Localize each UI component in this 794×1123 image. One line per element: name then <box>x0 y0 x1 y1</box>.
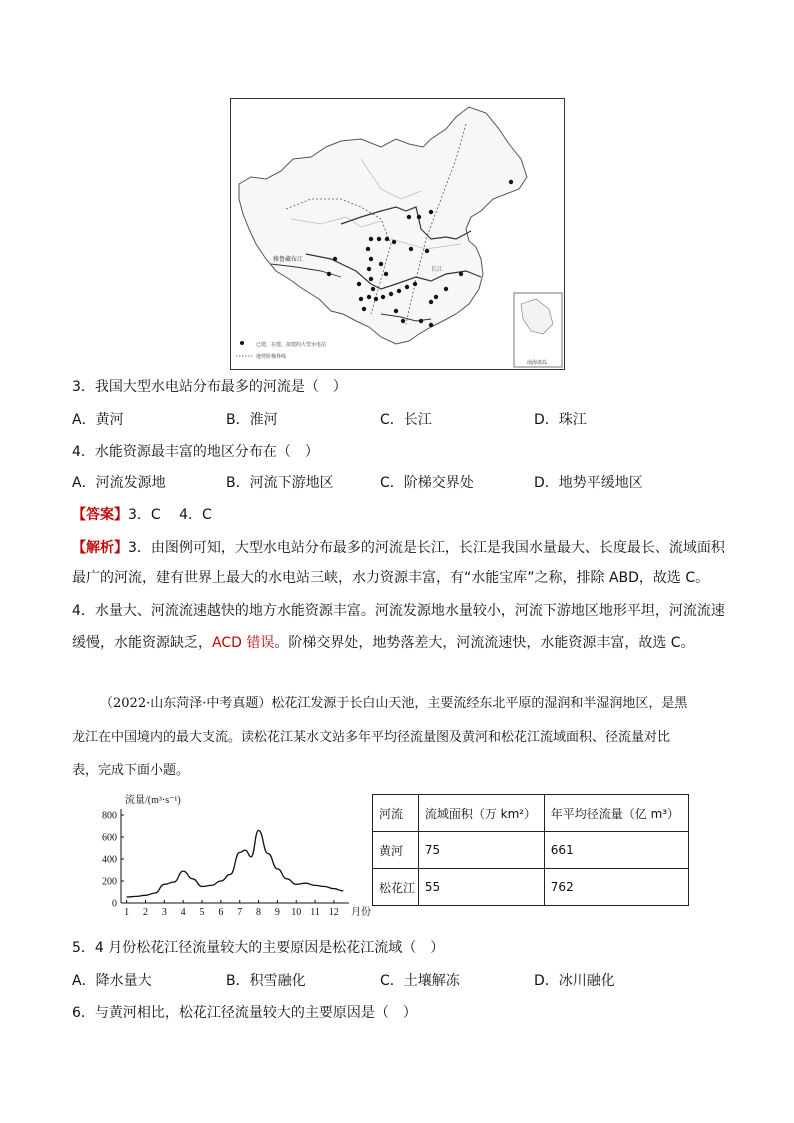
q3-option-d[interactable]: D．珠江 <box>534 412 587 428</box>
table-header-runoff: 年平均径流量（亿 m³） <box>544 795 688 832</box>
map-drawing <box>231 99 564 369</box>
table-cell: 762 <box>544 869 688 906</box>
yarlung-label: 雅鲁藏布江 <box>273 256 304 263</box>
q4-option-b[interactable]: B．河流下游地区 <box>226 475 334 491</box>
q4-option-a[interactable]: A．河流发源地 <box>72 475 166 491</box>
china-outline <box>239 107 527 344</box>
chart-x-label: 月份 <box>351 907 371 918</box>
x-tick-label: 10 <box>291 907 302 918</box>
q5-option-c[interactable]: C．土壤解冻 <box>380 973 460 989</box>
intro-line-1: （2022·山东菏泽·中考真题）松花江发源于长白山天池，主要流经东北平原的湿润和半湿润地区，是黑 <box>100 696 688 711</box>
q3-stem: 3．我国大型水电站分布最多的河流是（ ） <box>72 379 347 395</box>
analysis-tag: 【解析】 <box>72 540 128 556</box>
q3-option-a[interactable]: A．黄河 <box>72 412 124 428</box>
analysis-text-1: 3．由图例可知，大型水电站分布最多的河流是长江，长江是我国水量最大、长度最长、流域面积 <box>128 540 725 556</box>
table-cell: 75 <box>418 832 544 869</box>
table-cell: 松花江 <box>373 869 419 906</box>
q4-stem: 4．水能资源最丰富的地区分布在（ ） <box>72 444 319 460</box>
x-tick-label: 2 <box>142 907 148 918</box>
legend-boundary-text: 地势阶梯界线 <box>256 354 287 360</box>
x-tick-label: 3 <box>161 907 167 918</box>
q4-option-c[interactable]: C．阶梯交界处 <box>380 475 474 491</box>
x-tick-label: 6 <box>218 907 224 918</box>
analysis-text-4c: 。阶梯交界处，地势落差大，河流流速快，水能资源丰富，故选 C。 <box>274 635 695 651</box>
answer-text: 3．C 4．C <box>128 507 212 523</box>
x-tick-label: 12 <box>328 907 339 918</box>
answer-tag: 【答案】 <box>72 507 128 523</box>
intro-line-3: 表，完成下面小题。 <box>72 763 190 778</box>
chart-y-label: 流量/(m³·s⁻¹) <box>125 795 181 806</box>
table-row <box>373 832 689 869</box>
q5-option-b[interactable]: B．积雪融化 <box>226 973 306 989</box>
q3-option-b[interactable]: B．淮河 <box>226 412 278 428</box>
x-tick-label: 5 <box>199 907 205 918</box>
q4-option-d[interactable]: D．地势平缓地区 <box>534 475 643 491</box>
y-tick-label: 200 <box>102 876 117 888</box>
analysis-text-4b: ACD 错误 <box>212 635 275 651</box>
analysis-line-1 <box>72 538 725 558</box>
runoff-chart <box>85 793 371 920</box>
q5-option-d[interactable]: D．冰川融化 <box>534 973 615 989</box>
river-comparison-table <box>372 794 689 906</box>
inset-label: 南海诸岛 <box>527 360 548 366</box>
x-tick-label: 7 <box>237 907 243 918</box>
table-header-area: 流域面积（万 km²） <box>418 795 544 832</box>
x-tick-label: 11 <box>310 907 320 918</box>
y-tick-label: 0 <box>112 898 117 910</box>
analysis-line-2: 最广的河流，建有世界上最大的水电站三峡，水力资源丰富，有“水能宝库”之称，排除 ABD，故选 C。 <box>72 570 710 586</box>
x-tick-label: 4 <box>180 907 186 918</box>
analysis-text-4a: 缓慢，水能资源缺乏， <box>72 635 212 651</box>
q3-option-c[interactable]: C．长江 <box>380 412 432 428</box>
china-hydropower-map <box>230 98 565 370</box>
legend-station-text: 已建、在建、拟建的大型水电站 <box>256 342 327 348</box>
x-tick-label: 8 <box>256 907 262 918</box>
table-cell: 黄河 <box>373 832 419 869</box>
q5-stem: 5．4 月份松花江径流量较大的主要原因是松花江流域（ ） <box>72 940 445 956</box>
y-tick-label: 800 <box>102 810 117 822</box>
yangtze-label: 长江 <box>431 266 444 273</box>
y-tick-label: 600 <box>102 832 117 844</box>
answer-line <box>72 505 212 525</box>
table-row <box>373 869 689 906</box>
y-tick-label: 400 <box>102 854 117 866</box>
x-tick-label: 1 <box>124 907 130 918</box>
q5-option-a[interactable]: A．降水量大 <box>72 973 152 989</box>
table-cell: 661 <box>544 832 688 869</box>
analysis-line-4 <box>72 633 695 653</box>
table-header-row <box>373 795 689 832</box>
table-cell: 55 <box>418 869 544 906</box>
x-tick-label: 9 <box>274 907 280 918</box>
analysis-line-3: 4．水量大、河流流速越快的地方水能资源丰富。河流发源地水量较小，河流下游地区地形平坦，河流流速 <box>72 603 725 619</box>
table-header-river: 河流 <box>373 795 419 832</box>
intro-line-2: 龙江在中国境内的最大支流。读松花江某水文站多年平均径流量图及黄河和松花江流域面积、径流量对比 <box>72 730 671 745</box>
q6-stem: 6．与黄河相比，松花江径流量较大的主要原因是（ ） <box>72 1005 417 1021</box>
runoff-series-line <box>127 830 344 897</box>
